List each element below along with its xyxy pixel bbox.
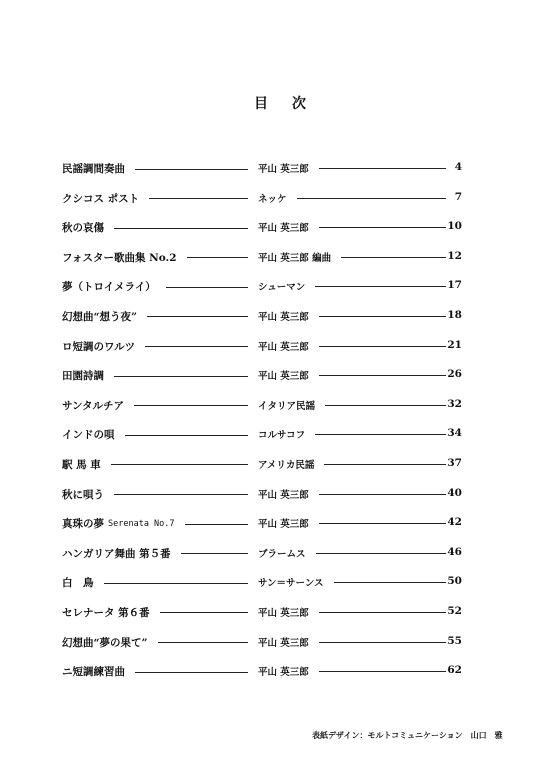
toc-title-cell — [62, 309, 248, 324]
leader-line — [334, 582, 446, 583]
toc-composer-cell — [258, 457, 446, 471]
toc-composer-cell — [258, 664, 446, 678]
toc-composer: イタリア民謡 — [258, 400, 316, 412]
leader-line — [185, 524, 248, 525]
toc-entry — [62, 186, 462, 216]
toc-title: 秋の哀傷 — [62, 222, 104, 235]
toc-page-number: 21 — [447, 338, 462, 351]
toc-title: サンタルチア — [62, 399, 125, 412]
toc-title: 幻想曲“夢の果て” — [62, 636, 148, 649]
toc-page-number: 34 — [447, 427, 462, 440]
toc-composer-cell — [258, 309, 446, 323]
toc-entry — [62, 511, 462, 541]
toc-page-number: 40 — [447, 486, 462, 499]
toc-composer: ネッケ — [258, 193, 287, 205]
toc-title: フォスター歌曲集 No.2 — [62, 251, 177, 264]
toc-title-cell — [62, 191, 248, 206]
toc-title: 真珠の夢 — [62, 518, 104, 531]
toc-title-cell — [62, 487, 248, 502]
toc-composer: 平山 英三郎 — [258, 223, 309, 235]
toc-entry — [62, 156, 462, 186]
toc-composer-cell — [258, 398, 446, 412]
toc-page-number: 55 — [447, 634, 462, 647]
toc-composer: 平山 英三郎 — [258, 489, 309, 501]
leader-line — [134, 405, 248, 406]
toc-page-number: 26 — [447, 368, 462, 381]
leader-line — [135, 169, 248, 170]
toc-title: 白 鳥 — [62, 577, 94, 590]
toc-page-number: 4 — [454, 161, 462, 173]
toc-composer-cell — [258, 250, 446, 264]
toc-composer: アメリカ民謡 — [258, 459, 315, 471]
leader-line — [114, 376, 248, 377]
toc-composer: 平山 英三郎 — [258, 667, 309, 679]
toc-title-cell — [62, 635, 248, 650]
toc-title: ハンガリア舞曲 第５番 — [62, 547, 171, 560]
toc-subtitle: Serenata No.7 — [108, 518, 175, 529]
leader-line — [319, 642, 446, 643]
leader-line — [324, 464, 446, 465]
toc-entry — [62, 541, 462, 571]
leader-line — [319, 346, 446, 347]
toc-composer: 平山 英三郎 — [258, 607, 309, 619]
toc-entry — [62, 363, 462, 393]
toc-title: 民謡調間奏曲 — [62, 163, 125, 175]
toc-page-number: 17 — [447, 279, 462, 292]
toc-entry — [62, 570, 462, 600]
page-title: 目次 — [254, 96, 330, 112]
toc-title-cell — [62, 664, 248, 679]
toc-title-cell — [62, 279, 248, 294]
toc-title: 田園詩調 — [62, 370, 104, 383]
toc-page-number: 37 — [447, 456, 462, 469]
toc-composer-cell — [258, 368, 446, 382]
toc-composer-cell — [258, 635, 446, 649]
toc-composer: 平山 英三郎 — [258, 341, 309, 353]
toc-composer-cell — [258, 546, 446, 560]
toc-composer-cell — [258, 220, 446, 234]
toc-composer: 平山 英三郎 — [258, 519, 309, 531]
toc-entry — [62, 422, 462, 452]
leader-line — [319, 523, 446, 524]
leader-line — [319, 316, 446, 317]
toc-entry — [62, 245, 462, 275]
toc-composer-cell — [258, 161, 446, 175]
toc-title: セレナータ 第６番 — [62, 606, 150, 619]
toc-entry — [62, 393, 462, 423]
toc-page-number: 52 — [447, 604, 462, 617]
toc-composer: サン＝サーンス — [258, 578, 324, 590]
toc-title-cell — [62, 161, 248, 176]
leader-line — [319, 168, 446, 169]
toc-composer: 平山 英三郎 — [258, 371, 309, 383]
toc-page-number: 18 — [447, 308, 462, 321]
toc-title-cell — [62, 368, 248, 383]
toc-title: 秋に唄う — [62, 488, 104, 501]
leader-line — [135, 672, 248, 673]
leader-line — [149, 198, 248, 199]
toc-composer: シューマン — [258, 282, 306, 294]
toc-page-number: 10 — [447, 220, 462, 233]
leader-line — [147, 316, 248, 317]
toc-page-number: 32 — [447, 397, 462, 410]
toc-composer-cell — [258, 487, 446, 501]
toc-title-cell — [62, 339, 248, 354]
leader-line — [114, 494, 248, 495]
leader-line — [319, 612, 446, 613]
toc-composer-cell — [258, 516, 446, 530]
toc-title-cell — [62, 575, 248, 590]
leader-line — [319, 227, 446, 228]
toc-composer: 平山 英三郎 — [258, 164, 309, 175]
toc-composer: 平山 英三郎 編曲 — [258, 252, 332, 264]
leader-line — [145, 346, 248, 347]
toc-entry — [62, 630, 462, 660]
leader-line — [104, 583, 249, 584]
toc-page-number: 12 — [447, 249, 462, 262]
toc-title: 駅 馬 車 — [62, 458, 101, 471]
toc-entry — [62, 659, 462, 689]
toc-composer-cell — [258, 427, 446, 441]
leader-line — [181, 553, 248, 554]
toc-composer: 平山 英三郎 — [258, 311, 309, 323]
leader-line — [315, 434, 446, 435]
leader-line — [111, 464, 248, 465]
toc-page-number: 50 — [447, 575, 462, 588]
toc-title-cell — [62, 427, 248, 442]
toc-title: クシコス ポスト — [62, 192, 140, 205]
leader-line — [125, 435, 249, 436]
toc-title-cell — [62, 220, 248, 235]
leader-line — [158, 642, 248, 643]
table-of-contents — [62, 156, 462, 689]
toc-composer: 平山 英三郎 — [258, 637, 309, 649]
leader-line — [341, 257, 446, 258]
leader-line — [160, 612, 248, 613]
toc-title: 幻想曲“想う夜” — [62, 310, 138, 323]
toc-entry — [62, 274, 462, 304]
toc-composer: ブラームス — [258, 548, 306, 560]
toc-page-number: 46 — [447, 545, 462, 558]
leader-line — [166, 287, 248, 288]
toc-page-number: 42 — [447, 516, 462, 529]
toc-title: 夢（トロイメライ） — [62, 281, 156, 294]
toc-title: ニ短調練習曲 — [62, 666, 125, 679]
toc-page-number: 62 — [447, 664, 462, 677]
toc-title-cell — [62, 250, 248, 265]
toc-title: インドの唄 — [62, 429, 115, 442]
leader-line — [315, 286, 446, 287]
toc-entry — [62, 334, 462, 364]
toc-title-cell — [62, 605, 248, 620]
toc-composer-cell — [258, 575, 446, 589]
toc-composer-cell — [258, 191, 446, 205]
leader-line — [319, 671, 446, 672]
toc-entry — [62, 600, 462, 630]
toc-title-cell — [62, 516, 248, 531]
leader-line — [325, 405, 446, 406]
toc-composer-cell — [258, 605, 446, 619]
toc-entry — [62, 482, 462, 512]
toc-entry — [62, 304, 462, 334]
leader-line — [187, 257, 248, 258]
leader-line — [114, 228, 248, 229]
toc-title-cell — [62, 457, 248, 472]
toc-composer-cell — [258, 339, 446, 353]
toc-title-cell — [62, 398, 248, 413]
toc-page-number: 7 — [454, 190, 462, 203]
toc-entry — [62, 215, 462, 245]
leader-line — [319, 494, 446, 495]
leader-line — [319, 375, 446, 376]
toc-composer: コルサコフ — [258, 430, 306, 442]
toc-composer-cell — [258, 279, 446, 293]
cover-design-credit: 表紙デザイン：モルトコミュニケーション 山口 雅 — [312, 730, 503, 740]
leader-line — [297, 198, 446, 199]
leader-line — [316, 553, 446, 554]
toc-title-cell — [62, 546, 248, 561]
toc-entry — [62, 452, 462, 482]
toc-title: ロ短調のワルツ — [62, 340, 136, 353]
